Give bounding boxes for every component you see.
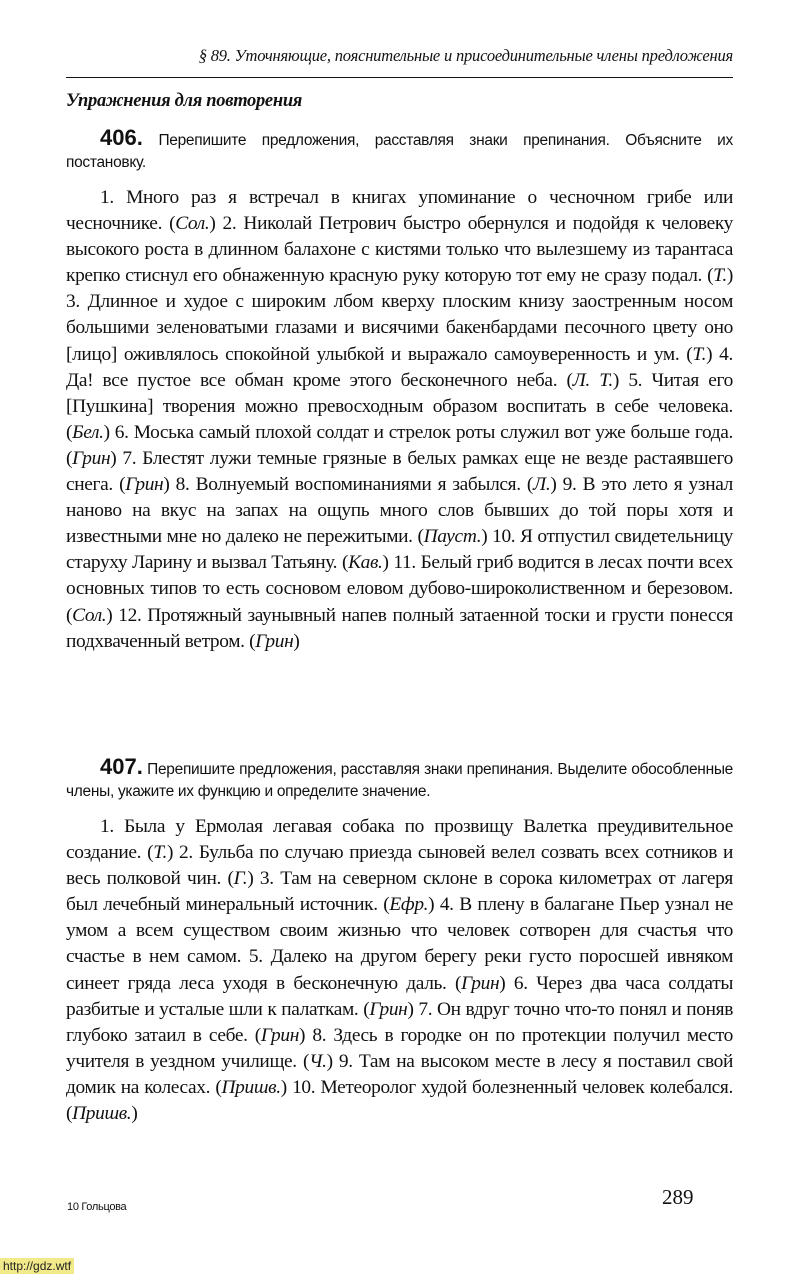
source-author: Ч. (309, 1050, 327, 1072)
sentence-text: ) 9. Там на высоком месте в лесу я поставил свой домик на колесах. ( (66, 1050, 733, 1098)
sentence-text: 1. Была у Ермолая легавая собака по прозвищу Валетка преудивительное создание. ( (66, 816, 733, 864)
source-author: Г. (233, 868, 248, 890)
sentence-text: 1. Много раз я встречал в книгах упоминание о чесночном грибе или чесночнике. ( (66, 187, 733, 235)
source-author: Грин (72, 447, 111, 469)
source-author: Т. (692, 343, 707, 365)
exercise-407-text (66, 814, 733, 1127)
source-author: Пришв. (221, 1076, 281, 1098)
exercise-406-task (66, 127, 733, 174)
source-author: Грин (255, 630, 294, 652)
exercise-number: 407. (100, 754, 143, 779)
source-author: Грин (260, 1024, 300, 1046)
sentence-text: ) 2. Бульба по случаю приезда сыновей велел созвать всех сотников и весь полковой чин. ( (66, 842, 734, 890)
sentence-text: ) 4. В плену в балагане Пьер узнал не умом а всем существом своим жизнью что человек сотворен для счастья что счастье в нем самом. 5. Далеко на другом берегу реки густо поросшей ивняком синеет гряда леса уходя в бесконечную даль. ( (66, 894, 733, 994)
page-number: 289 (662, 1185, 694, 1209)
sentence-text: ) (293, 630, 300, 652)
sentence-text: ) 12. Протяжный заунывный напев полный затаенной тоски и грусти понесся подхваченный ветром. ( (66, 604, 733, 652)
sentence-text: ) 6. Через два часа солдаты разбитые и усталые шли к палаткам. ( (66, 972, 733, 1020)
source-author: Т. (713, 265, 727, 287)
source-author: Сол. (175, 213, 210, 235)
section-title: Упражнения для повторения (66, 91, 303, 111)
sentence-text: ) 4. Да! все пустое все обман кроме этого бесконечного неба. ( (66, 343, 733, 391)
source-author: Пришв. (72, 1103, 132, 1125)
source-author: Л. (533, 474, 551, 496)
sentence-text: ) 6. Моська самый плохой солдат и стрелок роты служил вот уже больше года. ( (66, 421, 733, 469)
source-author: Грин (369, 998, 408, 1020)
sentence-text: ) 7. Он вдруг точно что-то понял и поняв глубоко затаил в себе. ( (66, 998, 733, 1046)
watermark-link[interactable]: http://gdz.wtf (0, 1258, 74, 1274)
exercise-paragraph (66, 814, 733, 1127)
exercise-406-text (66, 185, 733, 655)
source-author: Грин (461, 972, 500, 994)
source-author: Т. (153, 842, 167, 864)
sentence-text: ) 7. Блестят лужи темные грязные в белых рамках еще не везде растаявшего снега. ( (66, 447, 733, 496)
sentence-text: ) 3. Длинное и худое с широким лбом кверху плоским книзу заостренным носом большими зеленоватыми глазами и висячими бакенбардами песочного цвету оно [лицо] оживлялось спокойной улыбкой и выражало самоуверенность и ум. ( (66, 265, 733, 365)
source-author: Л. Т. (572, 369, 613, 391)
sentence-text: ) 10. Метеоролог худой болезненный человек колебался. ( (66, 1076, 733, 1125)
sentence-text: ) 11. Белый гриб водится в лесах почти всех основных типов то есть сосновом еловом дубово-широколиственном и березовом. ( (66, 552, 733, 626)
sentence-text: ) 2. Николай Петрович быстро обернулся и подойдя к человеку высокого роста в длинном балахоне с кистями только что вылезшему из тарантаса крепко стиснул его обнаженную красную руку которую тот ему не сразу подал. ( (66, 213, 734, 287)
source-author: Ефр. (389, 894, 429, 916)
running-head: § 89. Уточняющие, пояснительные и присоединительные члены предложения (198, 46, 733, 65)
source-author: Кав. (348, 552, 383, 574)
exercise-instruction: Перепишите предложения, расставляя знаки препинания. Объясните их постановку. (66, 132, 733, 171)
sentence-text: ) (131, 1103, 138, 1125)
exercise-instruction: Перепишите предложения, расставляя знаки препинания. Выделите обособленные члены, укажите их функцию и определите значение. (66, 761, 733, 800)
sentence-text: ) 8. Здесь в городке он по протекции получил место учителя в уездном училище. ( (66, 1024, 734, 1072)
exercise-paragraph (66, 185, 733, 655)
sentence-text: ) 5. Читая его [Пушкина] творения можно превосходным образом воспитать в себе человека. ( (66, 369, 733, 443)
sentence-text: ) 10. Я отпустил свидетельницу старуху Ларину и вызвал Татьяну. ( (66, 526, 733, 574)
header-rule (66, 77, 733, 78)
sentence-text: ) 3. Там на северном склоне в сорока километрах от лагеря был лечебный минеральный источник. ( (66, 868, 734, 916)
source-author: Сол. (72, 604, 107, 626)
sentence-text: ) 8. Волнуемый воспоминаниями я забылся. ( (163, 474, 534, 496)
sentence-text: ) 9. В это лето я узнал наново на вкус на запах на ощупь много слов бывших до той поры хотя и известными мне но далеко не пережитыми. ( (66, 474, 733, 548)
source-author: Бел. (72, 421, 104, 443)
source-author: Пауст. (423, 526, 482, 548)
exercise-407-task (66, 756, 733, 803)
signature-mark: 10 Гольцова (67, 1201, 127, 1213)
source-author: Грин (125, 474, 164, 496)
exercise-number: 406. (100, 125, 143, 150)
